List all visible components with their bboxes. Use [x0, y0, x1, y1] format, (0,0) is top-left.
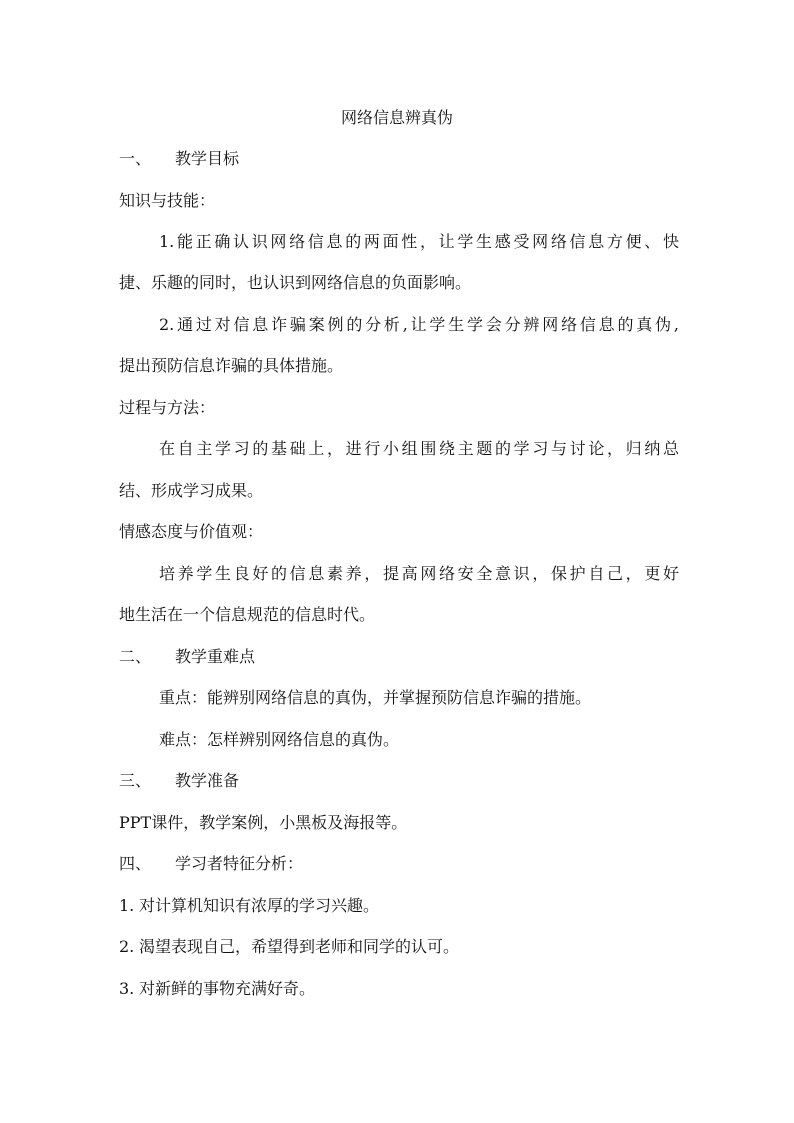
- knowledge-item-2-line-2: 提出预防信息诈骗的具体措施。: [119, 356, 344, 375]
- list-item-text: 对新鲜的事物充满好奇。: [139, 979, 316, 998]
- knowledge-item-1-line-2: 捷、乐趣的同时，也认识到网络信息的负面影响。: [119, 273, 472, 292]
- preparation-content: PPT课件，教学案例，小黑板及海报等。: [119, 813, 408, 832]
- emotion-line-2: 地生活在一个信息规范的信息时代。: [119, 605, 376, 624]
- list-item-text: 渴望表现自己，希望得到老师和同学的认可。: [139, 937, 460, 956]
- difficult-point: 难点：怎样辨别网络信息的真伪。: [159, 730, 400, 749]
- list-item-text: 对计算机知识有浓厚的学习兴趣。: [139, 896, 380, 915]
- list-item-number: 2.: [119, 937, 135, 956]
- process-line-2: 结、形成学习成果。: [119, 481, 264, 500]
- process-label: 过程与方法：: [119, 398, 216, 417]
- emotion-line-1: 培养学生良好的信息素养，提高网络安全意识，保护自己，更好: [159, 564, 679, 583]
- process-line-1: 在自主学习的基础上，进行小组围绕主题的学习与讨论，归纳总: [159, 439, 679, 458]
- emotion-label: 情感态度与价值观：: [119, 522, 264, 541]
- knowledge-item-1-line-1: 1.能正确认识网络信息的两面性，让学生感受网络信息方便、快: [159, 232, 679, 251]
- section-heading-2: [119, 647, 679, 667]
- list-item: [119, 896, 679, 916]
- document-title: 网络信息辨真伪: [340, 108, 453, 127]
- section-title: 教学重难点: [175, 647, 256, 666]
- list-item: [119, 937, 679, 957]
- section-heading-4: [119, 854, 679, 874]
- list-item: [119, 979, 679, 999]
- list-item-number: 1.: [119, 896, 135, 915]
- section-heading-1: [119, 149, 679, 169]
- section-title: 学习者特征分析：: [175, 854, 304, 873]
- knowledge-label: 知识与技能：: [119, 191, 216, 210]
- section-number: 二、: [119, 647, 152, 666]
- section-title: 教学准备: [175, 771, 240, 790]
- section-number: 一、: [119, 149, 152, 168]
- section-title: 教学目标: [175, 149, 240, 168]
- key-point: 重点：能辨别网络信息的真伪，并掌握预防信息诈骗的措施。: [159, 688, 592, 707]
- knowledge-item-2-line-1: 2.通过对信息诈骗案例的分析,让学生学会分辨网络信息的真伪,: [159, 315, 679, 334]
- section-number: 四、: [119, 854, 152, 873]
- list-item-number: 3.: [119, 979, 135, 998]
- section-heading-3: [119, 771, 679, 791]
- section-number: 三、: [119, 771, 152, 790]
